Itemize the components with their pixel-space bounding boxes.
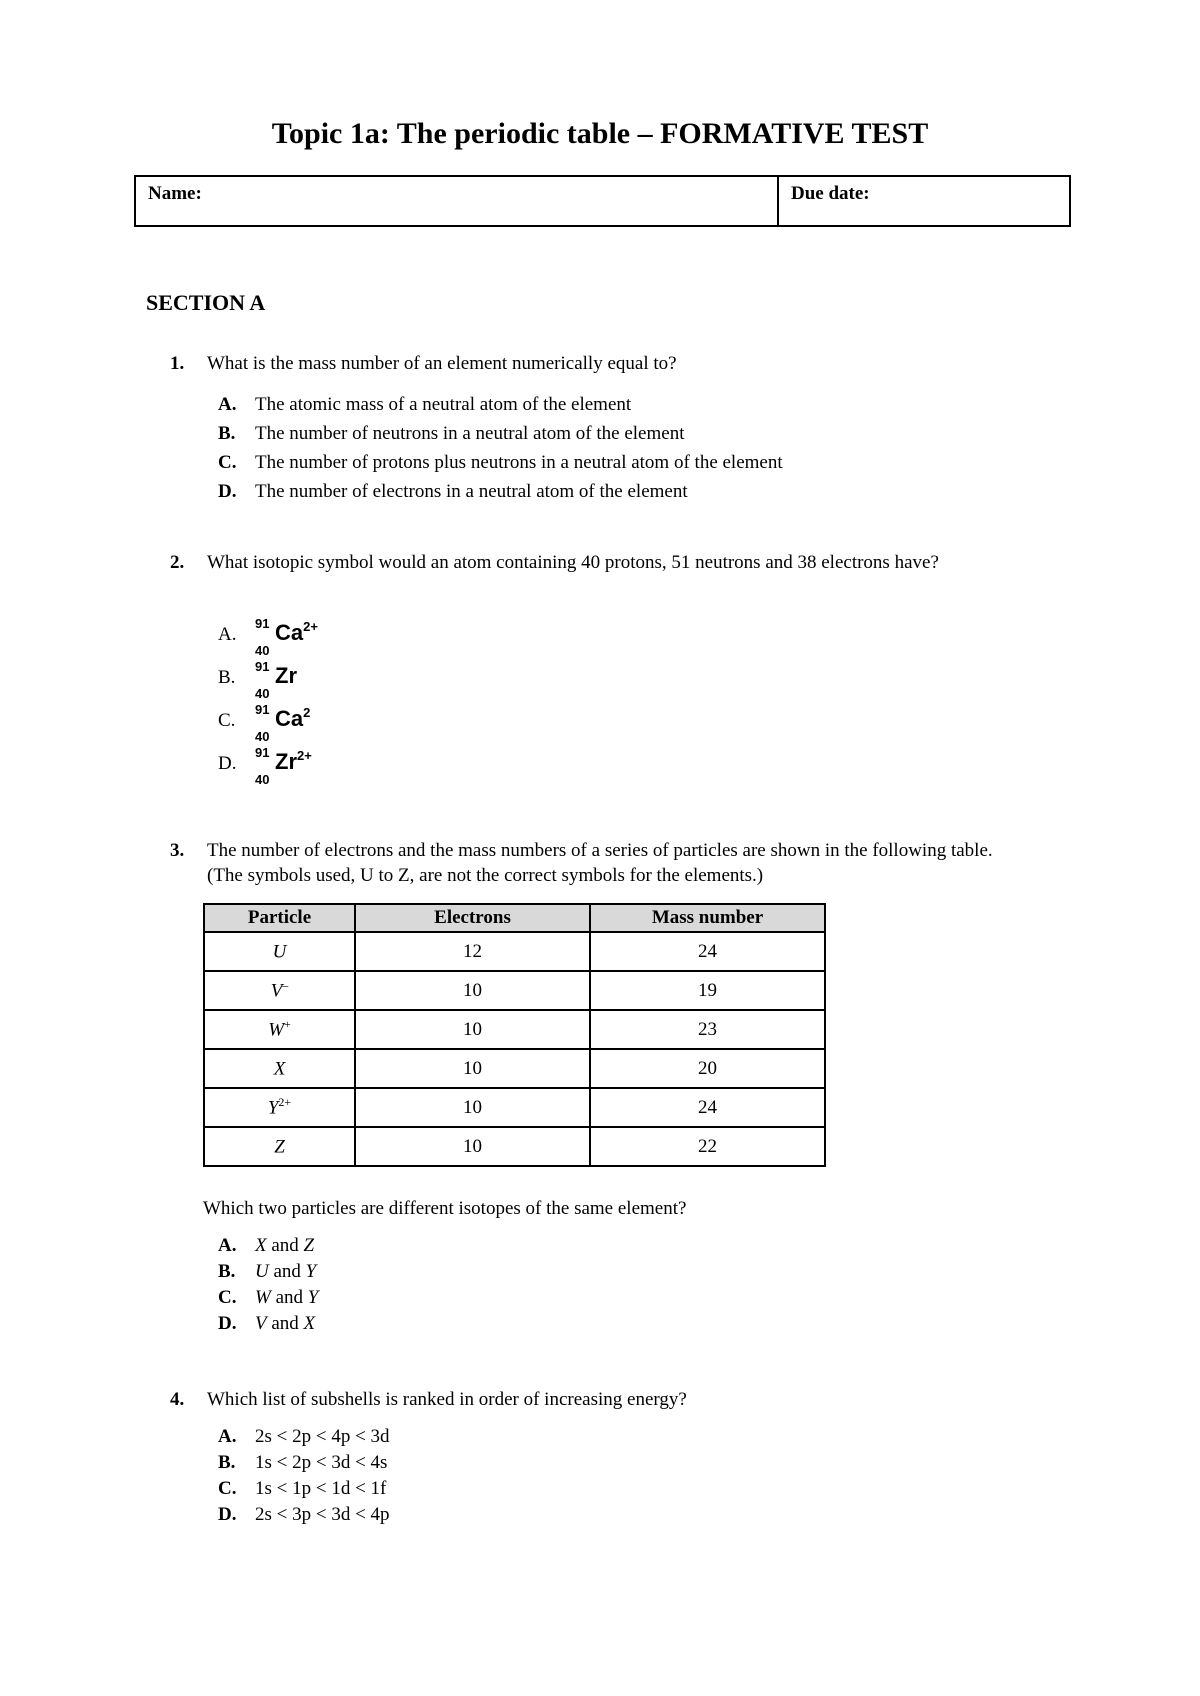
particle-symbol: Z bbox=[274, 1136, 285, 1158]
option-d[interactable] bbox=[218, 745, 312, 787]
section-heading: SECTION A bbox=[146, 290, 266, 315]
option-letter: A. bbox=[218, 1426, 237, 1447]
mass-number-cell: 19 bbox=[590, 971, 825, 1010]
particle-a: X bbox=[255, 1235, 267, 1256]
question-text: What isotopic symbol would an atom containing 40 protons, 51 neutrons and 38 electrons have? bbox=[207, 552, 939, 573]
particle-symbol: V bbox=[270, 980, 283, 1002]
table-row bbox=[204, 1127, 825, 1166]
option-letter: A. bbox=[218, 1235, 237, 1256]
mass-number-cell: 22 bbox=[590, 1127, 825, 1166]
mass-number: 91 bbox=[255, 745, 270, 760]
mass-number-cell: 24 bbox=[590, 932, 825, 971]
option-b[interactable] bbox=[218, 1450, 387, 1476]
particle-a: W bbox=[255, 1287, 271, 1308]
option-b[interactable] bbox=[218, 659, 297, 701]
option-letter: B. bbox=[218, 667, 236, 688]
name-label: Name: bbox=[148, 183, 202, 204]
due-date-field[interactable] bbox=[779, 177, 1069, 225]
particle-b: Z bbox=[303, 1235, 315, 1256]
question-number: 1. bbox=[170, 353, 185, 374]
table-header-row bbox=[204, 904, 825, 932]
particle-symbol: Y bbox=[267, 1097, 279, 1119]
atomic-number: 40 bbox=[255, 686, 270, 701]
particle-symbol: W bbox=[268, 1019, 285, 1041]
student-info-box bbox=[134, 175, 1071, 227]
particle-symbol: X bbox=[273, 1058, 286, 1080]
atomic-number: 40 bbox=[255, 643, 270, 658]
option-d[interactable] bbox=[218, 1502, 390, 1528]
isotope-symbol bbox=[255, 616, 318, 658]
name-field[interactable] bbox=[136, 177, 779, 225]
particle-a: U bbox=[255, 1261, 269, 1282]
option-letter: A. bbox=[218, 394, 237, 415]
table-row bbox=[204, 1010, 825, 1049]
electrons-cell: 10 bbox=[355, 1127, 590, 1166]
electrons-cell: 12 bbox=[355, 932, 590, 971]
mass-number-cell: 23 bbox=[590, 1010, 825, 1049]
option-text: 2s < 2p < 4p < 3d bbox=[255, 1426, 390, 1447]
option-letter: C. bbox=[218, 452, 237, 473]
question-text: What is the mass number of an element numerically equal to? bbox=[207, 353, 677, 374]
option-letter: C. bbox=[218, 710, 236, 731]
ion-charge: 2 bbox=[303, 705, 311, 720]
option-letter: C. bbox=[218, 1478, 237, 1499]
element-symbol: Ca bbox=[275, 706, 304, 731]
electrons-cell: 10 bbox=[355, 971, 590, 1010]
question-3-followup: Which two particles are different isotopes of the same element? bbox=[203, 1198, 687, 1219]
conjunction: and bbox=[275, 1287, 304, 1308]
option-d[interactable] bbox=[218, 1311, 315, 1337]
option-letter: D. bbox=[218, 1504, 237, 1525]
option-letter: B. bbox=[218, 1261, 236, 1282]
column-header: Mass number bbox=[590, 904, 825, 932]
option-text: 1s < 1p < 1d < 1f bbox=[255, 1478, 387, 1499]
column-header: Particle bbox=[204, 904, 355, 932]
electrons-cell: 10 bbox=[355, 1010, 590, 1049]
isotope-symbol bbox=[255, 702, 311, 744]
particle-charge: 2+ bbox=[278, 1095, 292, 1110]
particle-b: Y bbox=[305, 1261, 317, 1282]
mass-number-cell: 20 bbox=[590, 1049, 825, 1088]
option-c[interactable] bbox=[218, 1285, 318, 1311]
table-row bbox=[204, 971, 825, 1010]
option-text: 2s < 3p < 3d < 4p bbox=[255, 1504, 390, 1525]
particle-charge: – bbox=[282, 978, 289, 993]
option-text: The number of electrons in a neutral atom of the element bbox=[255, 481, 688, 502]
ion-charge: 2+ bbox=[297, 748, 312, 763]
table-row bbox=[204, 1088, 825, 1127]
question-text: Which list of subshells is ranked in order of increasing energy? bbox=[207, 1389, 687, 1410]
question-number: 2. bbox=[170, 552, 185, 573]
atomic-number: 40 bbox=[255, 772, 270, 787]
option-a[interactable] bbox=[218, 1233, 314, 1259]
particle-cell bbox=[204, 1010, 355, 1049]
particle-cell bbox=[204, 1088, 355, 1127]
due-date-label: Due date: bbox=[791, 183, 870, 204]
electrons-cell: 10 bbox=[355, 1049, 590, 1088]
particle-table bbox=[203, 903, 826, 1167]
particle-a: V bbox=[255, 1313, 267, 1334]
ion-charge: 2+ bbox=[303, 619, 318, 634]
option-text: The atomic mass of a neutral atom of the element bbox=[255, 394, 632, 415]
mass-number: 91 bbox=[255, 659, 270, 674]
table-row bbox=[204, 1049, 825, 1088]
particle-b: Y bbox=[307, 1287, 319, 1308]
conjunction: and bbox=[273, 1261, 301, 1282]
electrons-cell: 10 bbox=[355, 1088, 590, 1127]
option-a[interactable] bbox=[218, 616, 318, 658]
option-letter: A. bbox=[218, 624, 237, 645]
column-header: Electrons bbox=[355, 904, 590, 932]
option-letter: B. bbox=[218, 1452, 236, 1473]
particle-cell bbox=[204, 971, 355, 1010]
option-text: The number of protons plus neutrons in a neutral atom of the element bbox=[255, 452, 783, 473]
question-text: The number of electrons and the mass numbers of a series of particles are shown in the following table. (The symbols used, U to Z, are not the correct symbols for the elements.) bbox=[207, 840, 993, 886]
element-symbol: Ca bbox=[275, 620, 304, 645]
particle-charge: + bbox=[284, 1017, 291, 1032]
particle-b: X bbox=[303, 1313, 316, 1334]
particle-cell bbox=[204, 1049, 355, 1088]
isotope-symbol bbox=[255, 659, 297, 701]
option-b[interactable] bbox=[218, 419, 684, 448]
atomic-number: 40 bbox=[255, 729, 270, 744]
option-letter: D. bbox=[218, 753, 237, 774]
option-letter: D. bbox=[218, 481, 237, 502]
option-c[interactable] bbox=[218, 1476, 386, 1502]
mass-number: 91 bbox=[255, 702, 270, 717]
particle-cell bbox=[204, 932, 355, 971]
option-letter: B. bbox=[218, 423, 236, 444]
conjunction: and bbox=[271, 1235, 299, 1256]
conjunction: and bbox=[271, 1313, 299, 1334]
mass-number: 91 bbox=[255, 616, 270, 631]
question-number: 4. bbox=[170, 1389, 185, 1410]
question-number: 3. bbox=[170, 840, 185, 861]
particle-cell bbox=[204, 1127, 355, 1166]
option-d[interactable] bbox=[218, 477, 688, 506]
option-c[interactable] bbox=[218, 702, 311, 744]
element-symbol: Zr bbox=[275, 663, 297, 688]
page-title: Topic 1a: The periodic table – FORMATIVE TEST bbox=[271, 117, 929, 150]
option-text: 1s < 2p < 3d < 4s bbox=[255, 1452, 388, 1473]
isotope-symbol bbox=[255, 745, 312, 787]
option-a[interactable] bbox=[218, 1424, 390, 1450]
option-text: The number of neutrons in a neutral atom of the element bbox=[255, 423, 685, 444]
option-b[interactable] bbox=[218, 1259, 316, 1285]
option-letter: C. bbox=[218, 1287, 237, 1308]
table-row bbox=[204, 932, 825, 971]
option-c[interactable] bbox=[218, 448, 783, 477]
mass-number-cell: 24 bbox=[590, 1088, 825, 1127]
element-symbol: Zr bbox=[275, 749, 297, 774]
option-a[interactable] bbox=[218, 390, 631, 419]
particle-symbol: U bbox=[272, 941, 287, 963]
option-letter: D. bbox=[218, 1313, 237, 1334]
